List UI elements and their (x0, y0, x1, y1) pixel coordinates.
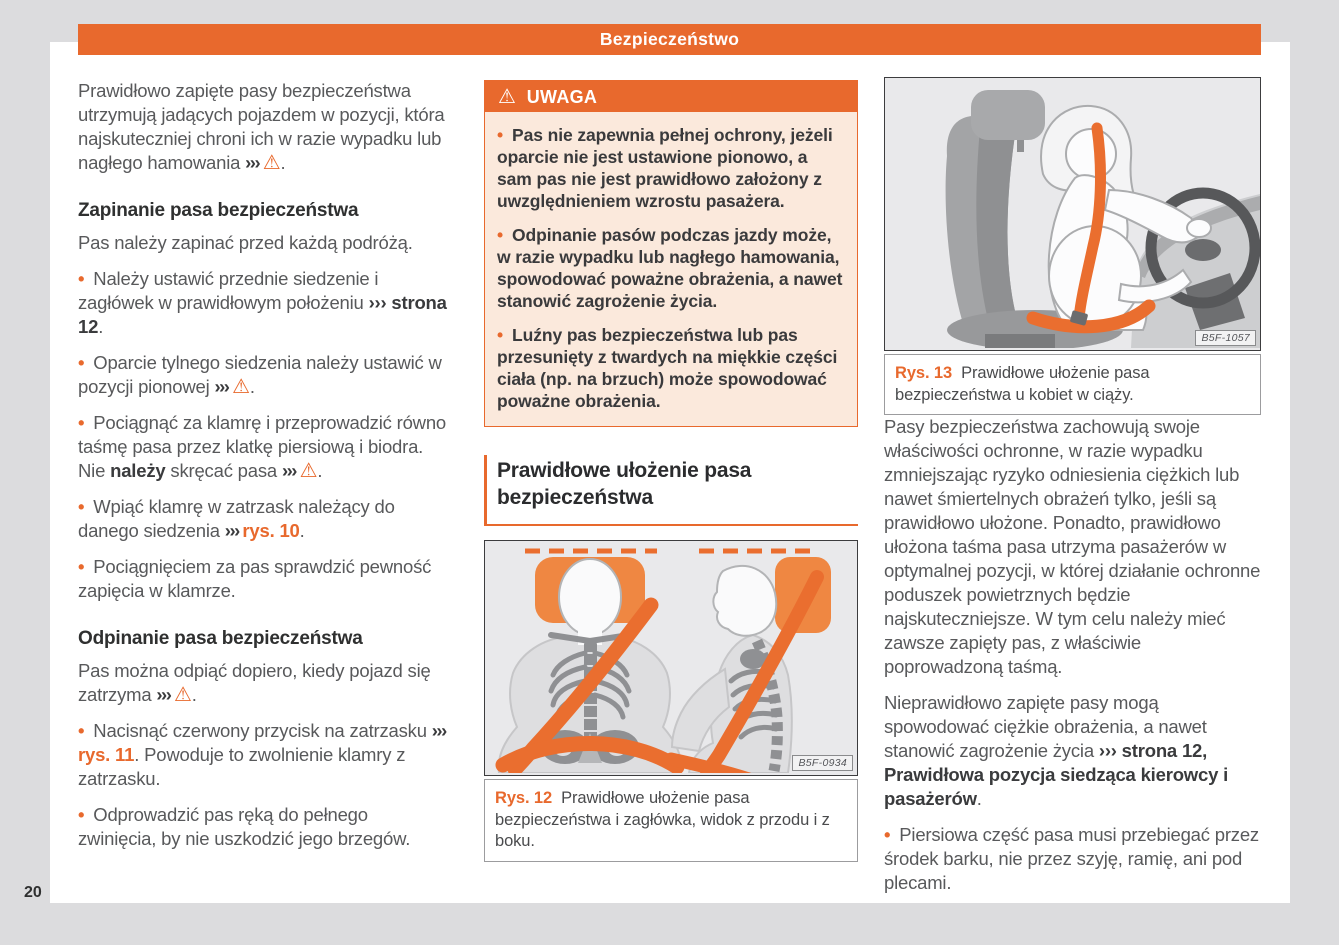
figure-code-tag: B5F-0934 (792, 755, 853, 771)
left-column (78, 79, 450, 863)
chapter-title: Bezpieczeństwo (599, 29, 740, 49)
warning-box (484, 80, 858, 427)
paragraph: Nieprawidłowo zapięte pasy mogą spowodować ciężkie obrażenia, a nawet stanowić zagrożenie życia ››› strona 12, Prawidłowa pozycja siedząca kierowcy i pasażerów. (884, 692, 1229, 809)
warning-item: • Pas nie zapewnia pełnej ochrony, jeżeli oparcie nie jest ustawione pionowo, a sam pas nie jest prawidłowo założony z uwzględnieniem wzrostu pasażera. (497, 124, 845, 212)
warning-item: • Odpinanie pasów podczas jazdy może, w razie wypadku lub nagłego hamowania, spowodować poważne obrażenia, a nawet stanowić zagrożenie życia. (497, 224, 845, 312)
intro-paragraph: Prawidłowo zapięte pasy bezpieczeństwa utrzymują jadących pojazdem w pozycji, która najskuteczniej chroni ich w razie wypadku lub nagłego hamowania ››› ⚠. (78, 80, 445, 174)
list-item: • Wpiąć klamrę w zatrzask należący do danego siedzenia ››› rys. 10. (78, 495, 450, 543)
list-item: • Oparcie tylnego siedzenia należy ustawić w pozycji pionowej ››› ⚠. (78, 351, 450, 399)
figure-12 (484, 540, 858, 776)
section-heading: Prawidłowe ułożenie pasa bezpieczeństwa (484, 455, 858, 526)
figure-13-illustration (885, 78, 1260, 348)
list-item: • Pociągnąć za klamrę i przeprowadzić równo taśmę pasa przez klatkę piersiową i biodra. Nie należy skręcać pasa ››› ⚠. (78, 411, 450, 483)
subheading-unfastening: Odpinanie pasa bezpieczeństwa (78, 628, 363, 649)
figure-label: Rys. 12 (495, 789, 553, 807)
list-item: • Nacisnąć czerwony przycisk na zatrzasku ››› rys. 11. Powoduje to zwolnienie klamry z zatrzasku. (78, 719, 450, 791)
list-item: • Odprowadzić pas ręką do pełnego zwinięcia, by nie uszkodzić jego brzegów. (78, 803, 450, 851)
warning-title: UWAGA (526, 86, 598, 107)
page-reference: ››› strona 12 (78, 292, 447, 337)
paragraph: Pas można odpiąć dopiero, kiedy pojazd się zatrzyma ››› ⚠. (78, 660, 431, 706)
warning-item: • Luźny pas bezpieczeństwa lub pas przesunięty z twardych na miękkie części ciała (np. na brzuch) może spowodować poważne obrażenia. (497, 324, 845, 412)
chapter-header-bar (78, 24, 1261, 55)
figure-reference: rys. 11 (78, 744, 135, 765)
paragraph: Pas należy zapinać przed każdą podróżą. (78, 232, 413, 253)
figure-13-caption: Rys. 13 Prawidłowe ułożenie pasa bezpieczeństwa u kobiet w ciąży. (884, 354, 1261, 415)
figure-12-caption: Rys. 12 Prawidłowe ułożenie pasa bezpieczeństwa i zagłówka, widok z przodu i z boku. (484, 779, 858, 862)
middle-column (484, 80, 858, 862)
warning-triangle-icon: ⚠ (232, 376, 250, 398)
warning-triangle-icon: ⚠ (262, 152, 281, 174)
paragraph: Pasy bezpieczeństwa zachowują swoje właściwości ochronne, w razie wypadku zmniejszając ryzyko odniesienia ciężkich lub nawet śmiertelnych obrażeń tylko, jeśli są prawidłowo ułożone. Ponadto, prawidłowo ułożona taśma pasa utrzyma pasażerów w optymalnej pozycji, w której działanie ochronne poduszek powietrznych będzie najskuteczniejsze. W tym celu należy mieć zawsze zapięty pas, z właściwie poprowadzoną taśmą. (884, 416, 1261, 677)
right-column (884, 77, 1261, 907)
warning-triangle-icon: ⚠ (174, 684, 192, 706)
list-item: • Piersiowa część pasa musi przebiegać przez środek barku, nie przez szyję, ramię, ani pod plecami. (884, 823, 1261, 895)
figure-12-illustration (485, 541, 857, 773)
figure-label: Rys. 13 (895, 364, 953, 382)
figure-13 (884, 77, 1261, 351)
subheading-fastening: Zapinanie pasa bezpieczeństwa (78, 200, 359, 221)
list-item: • Pociągnięciem za pas sprawdzić pewność zapięcia w klamrze. (78, 555, 450, 603)
page-number: 20 (24, 884, 42, 901)
figure-reference: rys. 10 (242, 520, 300, 541)
figure-code-tag: B5F-1057 (1195, 330, 1256, 346)
warning-triangle-icon: ⚠ (299, 460, 318, 482)
warning-triangle-icon: ⚠ (498, 85, 516, 108)
list-item: • Należy ustawić przednie siedzenie i zagłówek w prawidłowym położeniu ››› strona 12. (78, 267, 450, 339)
warning-box-header (485, 81, 857, 112)
warning-box-body (485, 112, 857, 426)
page-reference: ››› strona 12, Prawidłowa pozycja siedząca kierowcy i pasażerów (884, 740, 1229, 809)
